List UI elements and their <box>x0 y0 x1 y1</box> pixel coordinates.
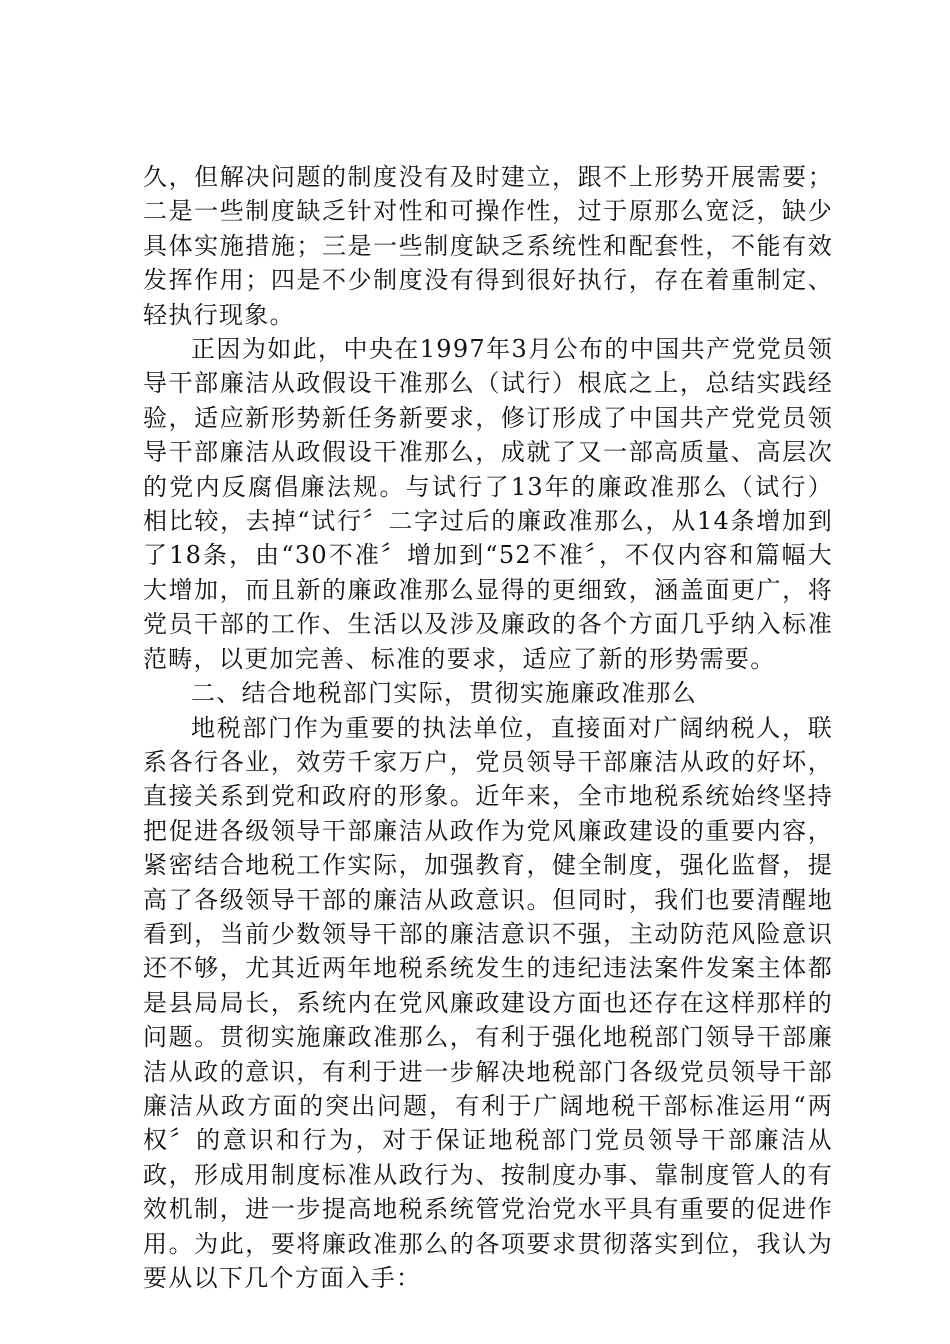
section-heading: 二、结合地税部门实际，贯彻实施廉政准那么 <box>191 679 697 708</box>
paragraph-continuation: 久，但解决问题的制度没有及时建立，跟不上形势开展需要；二是一些制度缺乏针对性和可操作性，过于原那么宽泛，缺少具体实施措施；三是一些制度缺乏系统性和配套性，不能有效发挥作用；四是不少制度没有得到很好执行，存在着重制定、轻执行现象。 <box>143 163 833 329</box>
document-page <box>143 160 833 1295</box>
paragraph-tax-department: 地税部门作为重要的执法单位，直接面对广阔纳税人，联系各行各业，效劳千家万户，党员领导干部廉洁从政的好坏，直接关系到党和政府的形象。近年来，全市地税系统始终坚持把促进各级领导干部廉洁从政作为党风廉政建设的重要内容，紧密结合地税工作实际，加强教育，健全制度，强化监督，提高了各级领导干部的廉洁从政意识。但同时，我们也要清醒地看到，当前少数领导干部的廉洁意识不强，主动防范风险意识还不够，尤其近两年地税系统发生的违纪违法案件发案主体都是县局局长，系统内在党风廉政建设方面也还存在这样那样的问题。贯彻实施廉政准那么，有利于强化地税部门领导干部廉洁从政的意识，有利于进一步解决地税部门各级党员领导干部廉洁从政方面的突出问题，有利于广阔地税干部标准运用“两权〞的意识和行为，对于保证地税部门党员领导干部廉洁从政，形成用制度标准从政行为、按制度办事、靠制度管人的有效机制，进一步提高地税系统管党治党水平具有重要的促进作用。为此，要将廉政准那么的各项要求贯彻落实到位，我认为要从以下几个方面入手： <box>143 713 833 1292</box>
paragraph-regulation-revision: 正因为如此，中央在1997年3月公布的中国共产党党员领导干部廉洁从政假设干准那么（试行）根底之上，总结实践经验，适应新形势新任务新要求，修订形成了中国共产党党员领导干部廉洁从政假设干准那么，成就了又一部高质量、高层次的党内反腐倡廉法规。与试行了13年的廉政准那么（试行）相比较，去掉“试行〞二字过后的廉政准那么，从14条增加到了18条，由“30不准〞增加到“52不准〞，不仅内容和篇幅大大增加，而且新的廉政准那么显得的更细致，涵盖面更广，将党员干部的工作、生活以及涉及廉政的各个方面几乎纳入标准范畴，以更加完善、标准的要求，适应了新的形势需要。 <box>143 335 833 673</box>
